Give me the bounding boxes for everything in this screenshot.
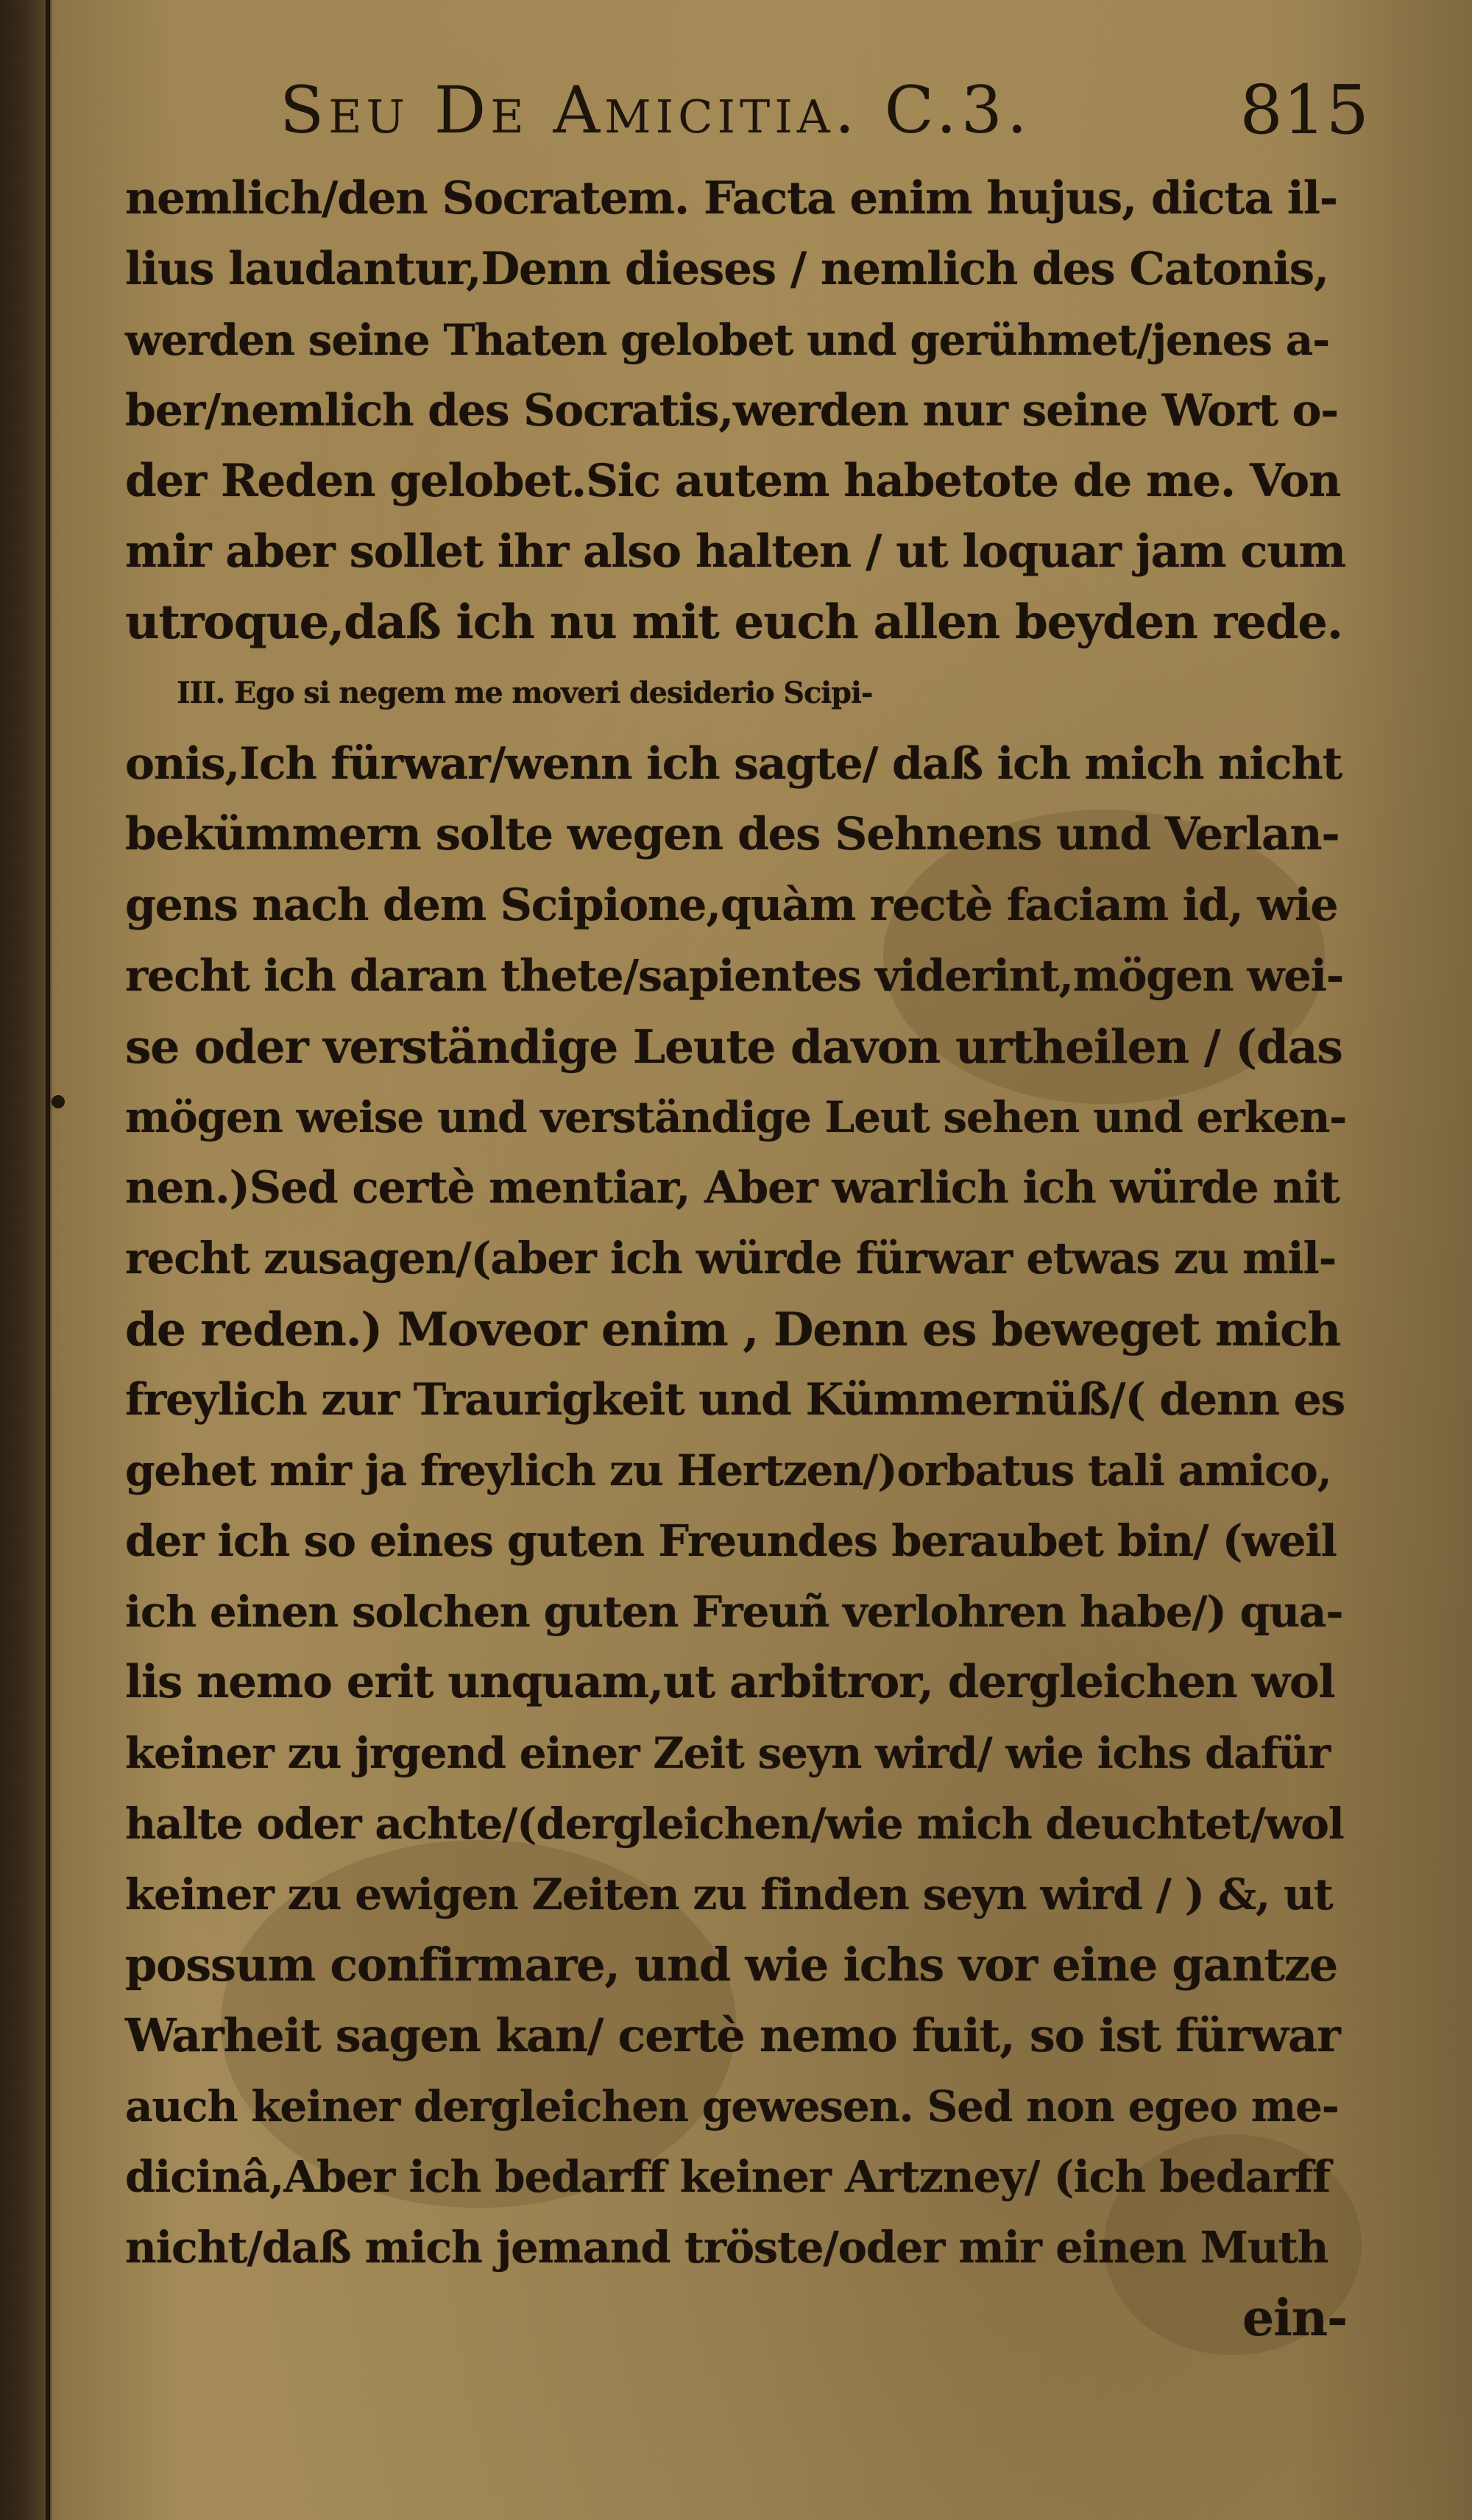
text-line: gehet mir ja freylich zu Hertzen/)orbatus tali amico, bbox=[125, 1445, 1331, 1496]
text-line: halte oder achte/(dergleichen/wie mich deuchtet/wol bbox=[125, 1799, 1344, 1849]
text-line: utroque,daß ich nu mit euch allen beyden rede. bbox=[125, 595, 1342, 650]
text-line: dicinâ,Aber ich bedarff keiner Artzney/ (ich bedarff bbox=[125, 2151, 1331, 2202]
text-line: ich einen solchen guten Freuñ verlohren habe/) qua- bbox=[125, 1587, 1343, 1637]
text-line: recht zusagen/(aber ich würde fürwar etwas zu mil- bbox=[125, 1233, 1337, 1284]
text-line: bekümmern solte wegen des Sehnens und Verlan- bbox=[125, 808, 1340, 860]
text-line: ber/nemlich des Socratis,werden nur seine Wort o- bbox=[125, 385, 1339, 436]
text-line: recht ich daran thete/sapientes viderint,mögen wei- bbox=[125, 950, 1344, 1001]
text-line: keiner zu jrgend einer Zeit seyn wird/ wie ichs dafür bbox=[125, 1728, 1330, 1778]
text-line: de reden.) Moveor enim , Denn es beweget mich bbox=[125, 1302, 1340, 1356]
text-line: mögen weise und verständige Leut sehen und erken- bbox=[125, 1092, 1347, 1142]
text-line: Warheit sagen kan/ certè nemo fuit, so ist fürwar bbox=[125, 2008, 1340, 2062]
text-line: keiner zu ewigen Zeiten zu finden seyn wird / ) &, ut bbox=[125, 1869, 1333, 1919]
text-line: lis nemo erit unquam,ut arbitror, dergleichen wol bbox=[125, 1656, 1335, 1708]
text-line: auch keiner dergleichen gewesen. Sed non egeo me- bbox=[125, 2081, 1339, 2131]
margin-mark bbox=[52, 1095, 65, 1108]
text-line: nemlich/den Socratem. Facta enim hujus, dicta il- bbox=[125, 172, 1337, 224]
running-title: Seu De Amicitia. C.3. bbox=[280, 72, 1032, 148]
binding-shadow bbox=[0, 0, 52, 2520]
text-line: gens nach dem Scipione,quàm rectè faciam id, wie bbox=[125, 879, 1338, 931]
page-header bbox=[280, 70, 1369, 151]
binding-edge bbox=[46, 0, 50, 2520]
text-line: der Reden gelobet.Sic autem habetote de me. Von bbox=[125, 455, 1341, 507]
text-line: nicht/daß mich jemand tröste/oder mir einen Muth bbox=[125, 2222, 1328, 2273]
catchword: ein- bbox=[1242, 2289, 1347, 2348]
text-line-paragraph-start: III. Ego si negem me moveri desiderio Scipi- bbox=[177, 676, 873, 710]
text-line: nen.)Sed certè mentiar, Aber warlich ich würde nit bbox=[125, 1162, 1340, 1214]
text-line: freylich zur Traurigkeit und Kümmernüß/( denn es bbox=[125, 1374, 1345, 1426]
text-line: der ich so eines guten Freundes beraubet bin/ (weil bbox=[125, 1515, 1337, 1566]
text-line: possum confirmare, und wie ichs vor eine gantze bbox=[125, 1938, 1338, 1992]
text-line: mir aber sollet ihr also halten / ut loquar jam cum bbox=[125, 525, 1345, 578]
body-text bbox=[125, 163, 1362, 2460]
text-line: se oder verständige Leute davon urtheilen / (das bbox=[125, 1019, 1342, 1074]
text-line: werden seine Thaten gelobet und gerühmet/jenes a- bbox=[125, 315, 1329, 365]
text-line: lius laudantur,Denn dieses / nemlich des Catonis, bbox=[125, 243, 1328, 295]
page-number: 815 bbox=[1239, 71, 1369, 149]
text-line: onis,Ich fürwar/wenn ich sagte/ daß ich mich nicht bbox=[125, 738, 1342, 790]
